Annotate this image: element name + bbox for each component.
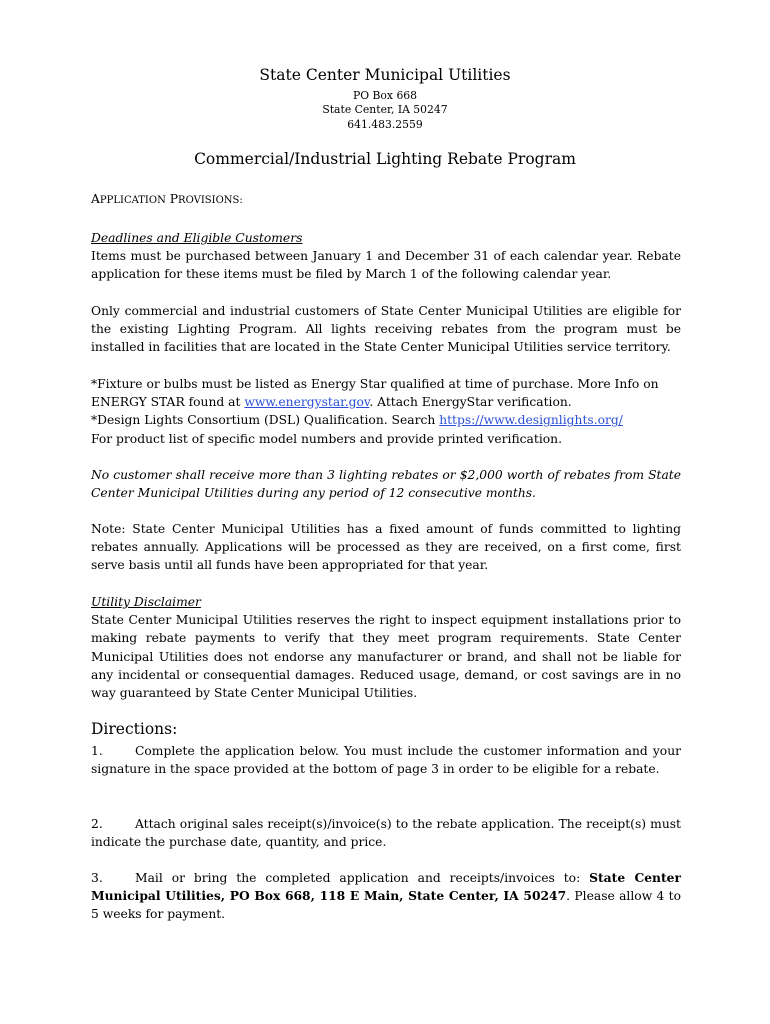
eligibility-text: Only commercial and industrial customers of State Center Municipal Utilities are eligible for the existing Lighting Program. All lights receiving rebates from the program must be installed in facilities that are located in the State Center Municipal Utilities service territory. — [91, 304, 681, 355]
rebate-limit-text: No customer shall receive more than 3 lighting rebates or $2,000 worth of rebates from State Center Municipal Utilities during any period of 12 consecutive months. — [91, 468, 681, 501]
deadlines-title: Deadlines and Eligible Customers — [91, 231, 303, 245]
deadlines-text: Items must be purchased between January 1 and December 31 of each calendar year. Rebate application for these items must be filed by March 1 of the following calendar year. — [91, 249, 681, 282]
dlc-line: *Design Lights Consortium (DSL) Qualification. Search https://www.designlights.org/ — [91, 413, 623, 428]
designlights-link[interactable]: https://www.designlights.org/ — [439, 413, 623, 428]
disclaimer-title: Utility Disclaimer — [91, 595, 201, 609]
disclaimer-section — [91, 593, 681, 702]
disclaimer-text: State Center Municipal Utilities reserves the right to inspect equipment installations prior to making rebate payments to verify that they meet program requirements. State Center Municipal Utilities does not endorse any manufacturer or brand, and shall not be liable for any incidental or consequential damages. Reduced usage, demand, or cost savings are in no way guaranteed by State Center Municipal Utilities. — [91, 613, 681, 701]
direction-item-1: 1. Complete the application below. You must include the customer information and your signature in the space provided at the bottom of page 3 in order to be eligible for a rebate. — [91, 744, 681, 777]
qualification-section — [91, 375, 681, 448]
directions-title: Directions: — [91, 720, 178, 738]
city-state-zip: State Center, IA 50247 — [322, 103, 448, 116]
energystar-link[interactable]: www.energystar.gov — [244, 395, 370, 410]
product-list-line: For product list of specific model numbers and provide printed verification. — [91, 431, 562, 446]
org-name: State Center Municipal Utilities — [259, 66, 511, 84]
mailing-address: State Center Municipal Utilities, PO Box 668, 118 E Main, State Center, IA 50247 — [91, 870, 681, 904]
program-title: Commercial/Industrial Lighting Rebate Program — [194, 150, 576, 168]
deadlines-section — [91, 229, 681, 284]
direction-item-3: 3. Mail or bring the completed application and receipts/invoices to: State Center Municipal Utilities, PO Box 668, 118 E Main, State Center, IA 50247. Please allow 4 to 5 weeks for payment. — [91, 870, 681, 922]
application-provisions-heading: APPLICATION PROVISIONS: — [91, 192, 243, 206]
po-box: PO Box 668 — [352, 89, 418, 102]
direction-item-2: 2. Attach original sales receipt(s)/invoice(s) to the rebate application. The receipt(s) must indicate the purchase date, quantity, and price. — [91, 817, 681, 850]
energy-star-line: *Fixture or bulbs must be listed as Energy Star qualified at time of purchase. More Info on ENERGY STAR found at www.energystar.gov. Attach EnergyStar verification. — [91, 377, 659, 410]
funding-note-text: Note: State Center Municipal Utilities has a fixed amount of funds committed to lighting rebates annually. Applications will be processed as they are received, on a first come, first serve basis until all funds have been appropriated for that year. — [91, 522, 681, 573]
phone-number: 641.483.2559 — [347, 118, 423, 131]
